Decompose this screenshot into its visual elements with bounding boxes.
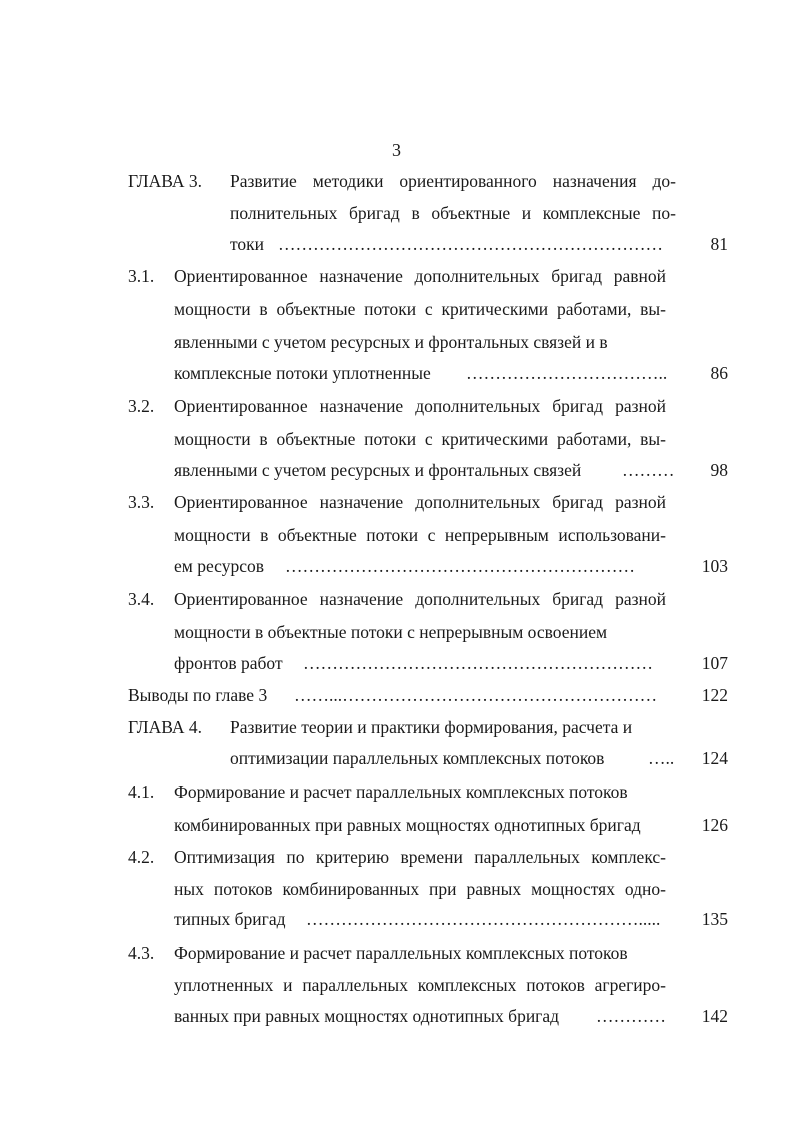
toc-leader-dots: …………………………….. bbox=[466, 363, 668, 383]
toc-page-number: 103 bbox=[701, 556, 728, 576]
toc-text-last-line: ванных при равных мощностях однотипных бригад bbox=[174, 1006, 560, 1026]
toc-text-last-line: типных бригад bbox=[174, 909, 286, 929]
toc-label-4-1: 4.1. bbox=[128, 782, 155, 802]
page-number: 3 bbox=[392, 140, 401, 160]
toc-text-line: Ориентированное назначение дополнительных бригад разной bbox=[174, 492, 666, 512]
toc-page-number: 124 bbox=[701, 748, 728, 768]
toc-label-conclusions: Выводы по главе 3 bbox=[128, 685, 268, 705]
toc-label-chapter-4: ГЛАВА 4. bbox=[128, 717, 203, 737]
toc-label-3-2: 3.2. bbox=[128, 396, 155, 416]
toc-text-line: Развитие методики ориентированного назначения до- bbox=[230, 171, 676, 191]
toc-page-number: 122 bbox=[701, 685, 728, 705]
toc-page-number: 126 bbox=[701, 815, 728, 835]
toc-text-line: Формирование и расчет параллельных комплексных потоков bbox=[174, 782, 628, 802]
toc-text-line: Ориентированное назначение дополнительных бригад разной bbox=[174, 589, 666, 609]
toc-text-line: уплотненных и параллельных комплексных потоков агрегиро- bbox=[174, 975, 666, 995]
toc-leader-dots: ………… bbox=[596, 1006, 666, 1026]
toc-text-last-line: комплексные потоки уплотненные bbox=[174, 363, 431, 383]
toc-leader-dots: ……...……………………………………………… bbox=[294, 685, 658, 705]
toc-text-line: мощности в объектные потоки с непрерывным использовани- bbox=[174, 525, 666, 545]
toc-label-4-2: 4.2. bbox=[128, 847, 155, 867]
toc-text-line: Ориентированное назначение дополнительных бригад разной bbox=[174, 396, 666, 416]
toc-label-4-3: 4.3. bbox=[128, 943, 155, 963]
toc-leader-dots: …………………………………………………… bbox=[303, 653, 653, 673]
toc-text-line: Развитие теории и практики формирования, расчета и bbox=[230, 717, 633, 737]
toc-text-line: Оптимизация по критерию времени параллельных комплекс- bbox=[174, 847, 666, 867]
toc-page-number: 86 bbox=[710, 363, 728, 383]
toc-text-line: Ориентированное назначение дополнительных бригад равной bbox=[174, 266, 666, 286]
toc-text-line: явленными с учетом ресурсных и фронтальных связей и в bbox=[174, 332, 608, 352]
toc-text-line: мощности в объектные потоки с критическими работами, вы- bbox=[174, 429, 666, 449]
toc-label-3-4: 3.4. bbox=[128, 589, 155, 609]
toc-text-last-line: токи bbox=[230, 234, 265, 254]
toc-page-number: 98 bbox=[710, 460, 728, 480]
toc-label-3-1: 3.1. bbox=[128, 266, 155, 286]
toc-page-number: 135 bbox=[701, 909, 728, 929]
toc-text-last-line: фронтов работ bbox=[174, 653, 283, 673]
toc-text-last-line: комбинированных при равных мощностях однотипных бригад bbox=[174, 815, 641, 835]
toc-page-number: 81 bbox=[710, 234, 728, 254]
toc-label-chapter-3: ГЛАВА 3. bbox=[128, 171, 203, 191]
toc-text-line: ных потоков комбинированных при равных мощностях одно- bbox=[174, 879, 666, 899]
toc-text-last-line: оптимизации параллельных комплексных потоков bbox=[230, 748, 605, 768]
toc-text-line: мощности в объектные потоки с непрерывным освоением bbox=[174, 622, 608, 642]
toc-leader-dots: …………………………………………………..... bbox=[306, 909, 661, 929]
toc-text-line: мощности в объектные потоки с критическими работами, вы- bbox=[174, 299, 666, 319]
toc-page-number: 142 bbox=[701, 1006, 728, 1026]
toc-leader-dots: ….. bbox=[648, 748, 675, 768]
toc-text-line: полнительных бригад в объектные и комплексные по- bbox=[230, 203, 676, 223]
toc-text-last-line: ем ресурсов bbox=[174, 556, 264, 576]
toc-leader-dots: ………………………………………………………… bbox=[278, 234, 663, 254]
toc-text-line: Формирование и расчет параллельных комплексных потоков bbox=[174, 943, 628, 963]
toc-leader-dots: …………………………………………………… bbox=[285, 556, 635, 576]
toc-page-number: 107 bbox=[701, 653, 728, 673]
toc-leader-dots: ……… bbox=[622, 460, 675, 480]
toc-label-3-3: 3.3. bbox=[128, 492, 155, 512]
toc-text-last-line: явленными с учетом ресурсных и фронтальных связей bbox=[174, 460, 582, 480]
